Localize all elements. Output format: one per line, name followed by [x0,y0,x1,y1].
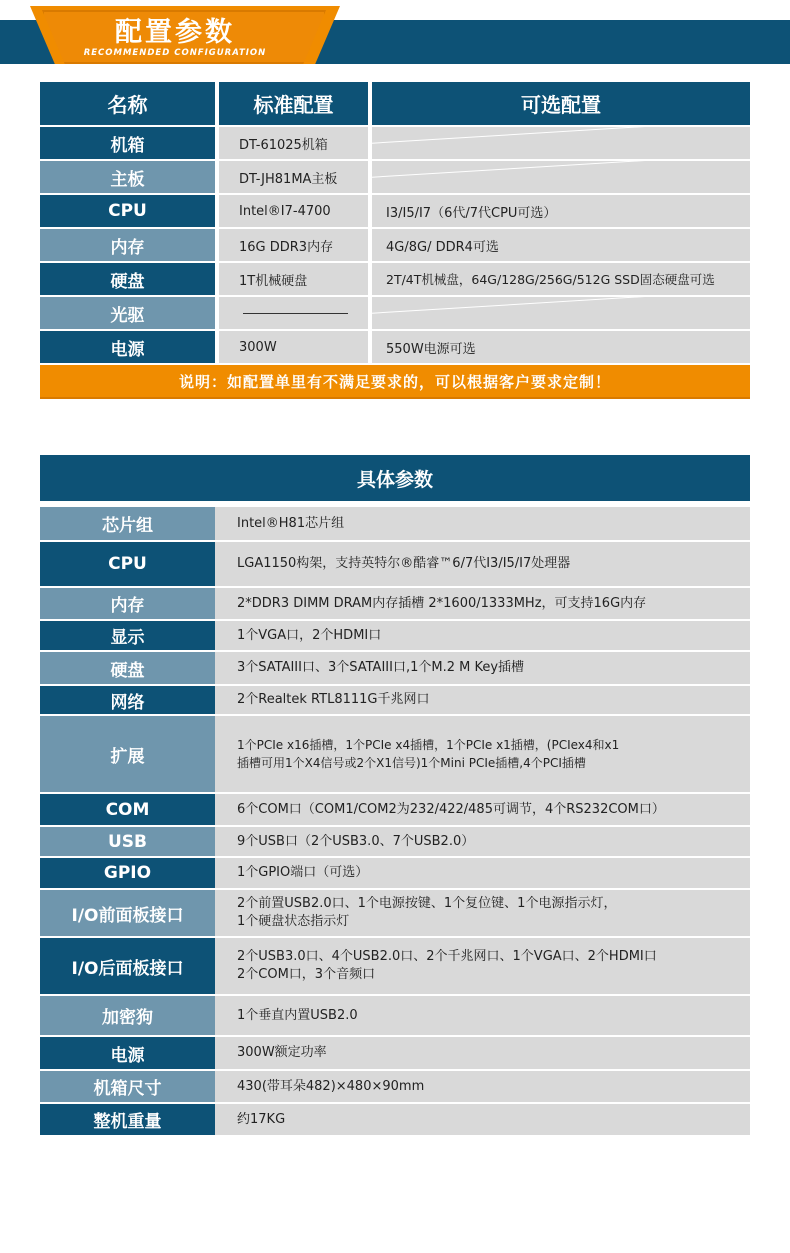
table-row [40,827,750,856]
row-label: USB [40,827,215,856]
row-label: CPU [40,542,215,586]
row-label: 芯片组 [40,507,215,540]
table-row [40,890,750,936]
row-value: 约17KG [215,1104,750,1135]
row-label: 内存 [40,229,215,261]
row-label: 主板 [40,161,215,193]
row-label: 加密狗 [40,996,215,1035]
table-row [40,331,750,363]
standard-value: 300W [219,331,368,363]
table-row [40,858,750,888]
row-value [215,716,750,792]
table-row [40,794,750,825]
table-row [40,127,750,159]
optional-value: 550W电源可选 [372,331,750,363]
table-row [40,686,750,714]
optional-value-empty [372,161,750,193]
standard-value: 1T机械硬盘 [219,263,368,295]
row-value-line: 2个USB3.0口、4个USB2.0口、2个千兆网口、1个VGA口、2个HDMI口 [237,949,657,964]
row-value-line: 1个硬盘状态指示灯 [237,914,350,929]
table-row [40,996,750,1035]
config-table [40,82,750,399]
row-value: 3个SATAIII口、3个SATAIII口,1个M.2 M Key插槽 [215,652,750,684]
config-table-header [40,82,750,125]
page-subtitle: RECOMMENDED CONFIGURATION [83,48,267,58]
row-label: 机箱尺寸 [40,1071,215,1102]
row-value: 1个GPIO端口（可选） [215,858,750,888]
row-value: 2*DDR3 DIMM DRAM内存插槽 2*1600/1333MHz，可支持16G内存 [215,588,750,619]
row-value: LGA1150构架，支持英特尔®酷睿™6/7代I3/I5/I7处理器 [215,542,750,586]
row-value: 1个垂直内置USB2.0 [215,996,750,1035]
standard-value: Intel®I7-4700 [219,195,368,227]
table-row [40,1037,750,1069]
optional-value: I3/I5/I7（6代/7代CPU可选） [372,195,750,227]
dash-line [243,313,348,314]
row-label: CPU [40,195,215,227]
row-value-line: 2个COM口，3个音频口 [237,967,376,982]
table-row [40,1071,750,1102]
row-value: 300W额定功率 [215,1037,750,1069]
table-row [40,542,750,586]
row-value: 9个USB口（2个USB3.0、7个USB2.0） [215,827,750,856]
table-row [40,938,750,994]
row-value [215,890,750,936]
table-row [40,652,750,684]
row-label: I/O前面板接口 [40,890,215,936]
column-header-name: 名称 [40,82,215,125]
spec-table-title: 具体参数 [40,455,750,505]
table-row [40,716,750,792]
row-value-line: 插槽可用1个X4信号或2个X1信号)1个Mini PCIe插槽,4个PCI插槽 [237,756,586,770]
row-label: GPIO [40,858,215,888]
row-value-line: 2个前置USB2.0口、1个电源按键、1个复位键、1个电源指示灯， [237,896,617,911]
config-note: 说明：如配置单里有不满足要求的，可以根据客户要求定制！ [40,365,750,399]
standard-value-none [219,297,368,329]
row-value: 1个VGA口，2个HDMI口 [215,621,750,650]
table-row [40,195,750,227]
row-label: 机箱 [40,127,215,159]
column-header-standard: 标准配置 [219,82,368,125]
row-label: 电源 [40,1037,215,1069]
standard-value: 16G DDR3内存 [219,229,368,261]
optional-value: 4G/8G/ DDR4可选 [372,229,750,261]
row-value: 6个COM口（COM1/COM2为232/422/485可调节，4个RS232COM口） [215,794,750,825]
optional-value-empty [372,127,750,159]
optional-value-empty [372,297,750,329]
optional-value: 2T/4T机械盘，64G/128G/256G/512G SSD固态硬盘可选 [372,263,750,295]
table-row [40,229,750,261]
spec-table [40,455,750,1135]
standard-value: DT-61025机箱 [219,127,368,159]
table-row [40,621,750,650]
row-value: Intel®H81芯片组 [215,507,750,540]
row-label: 扩展 [40,716,215,792]
table-row [40,1104,750,1135]
row-label: 显示 [40,621,215,650]
row-label: 整机重量 [40,1104,215,1135]
row-label: I/O后面板接口 [40,938,215,994]
row-label: 光驱 [40,297,215,329]
column-header-optional: 可选配置 [372,82,750,125]
row-label: COM [40,794,215,825]
row-value-line: 1个PCIe x16插槽，1个PCIe x4插槽，1个PCIe x1插槽，(PCIex4和x1 [237,738,620,752]
table-row [40,263,750,295]
row-value: 430(带耳朵482)×480×90mm [215,1071,750,1102]
row-value [215,938,750,994]
table-row [40,297,750,329]
standard-value: DT-JH81MA主板 [219,161,368,193]
table-row [40,161,750,193]
row-label: 硬盘 [40,652,215,684]
table-row [40,588,750,619]
page-title: 配置参数 [115,17,235,48]
row-label: 硬盘 [40,263,215,295]
row-value: 2个Realtek RTL8111G千兆网口 [215,686,750,714]
row-label: 电源 [40,331,215,363]
table-row [40,507,750,540]
row-label: 内存 [40,588,215,619]
row-label: 网络 [40,686,215,714]
